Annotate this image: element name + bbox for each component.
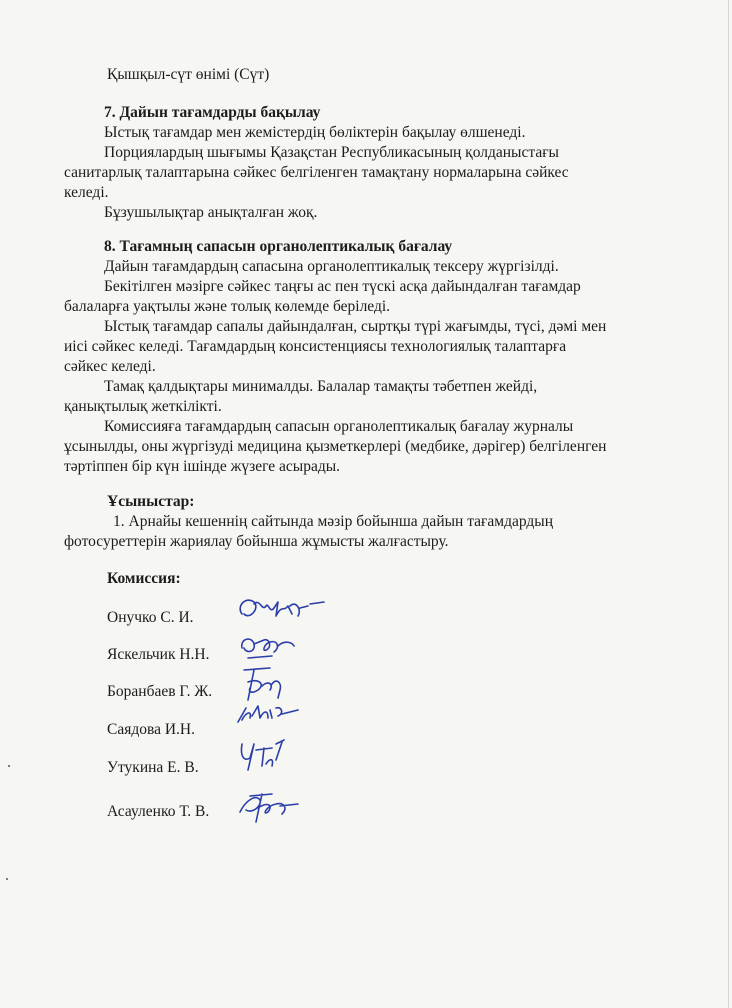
scan-speck [6, 878, 8, 880]
commission-member-name: Утукина Е. В. [107, 759, 199, 776]
recommendation-line: фотосуреттерін жариялау бойынша жұмысты жалғастыру. [64, 533, 449, 550]
section7-line: Порциялардың шығымы Қазақстан Республикасының қолданыстағы [104, 144, 559, 161]
section8-line: Ыстық тағамдар сапалы дайындалған, сыртқы түрі жағымды, түсі, дәмі мен [104, 318, 607, 335]
section8-line: қанықтылық жеткілікті. [64, 398, 222, 415]
section8-line: ұсынылды, оны жүргізуді медицина қызметкерлері (медбике, дәрігер) белгіленген [64, 438, 607, 455]
page-edge [728, 0, 729, 1008]
signature-image [232, 698, 304, 730]
signature-image [234, 628, 304, 664]
commission-member-name: Онучко С. И. [107, 609, 194, 626]
section8-line: Дайын тағамдардың сапасына органолептикалық тексеру жүргізілді. [104, 258, 559, 275]
commission-member-name: Саядова И.Н. [107, 721, 195, 738]
scan-speck [8, 765, 10, 767]
commission-member-name: Яскельчик Н.Н. [107, 646, 210, 663]
recommendation-line: 1. Арнайы кешеннің сайтында мәзір бойынша дайын тағамдардың [113, 513, 553, 530]
signature-image [232, 592, 328, 628]
section7-line: келеді. [64, 184, 109, 201]
signature-image [232, 736, 294, 784]
section8-line: Бекітілген мәзірге сәйкес таңғы ас пен түскі асқа дайындалған тағамдар [104, 278, 581, 295]
section8-line: Тамақ қалдықтары минималды. Балалар тамақты тәбетпен жейді, [104, 378, 538, 395]
recommendations-heading: Ұсыныстар: [107, 493, 195, 510]
section8-line: сәйкес келеді. [64, 358, 156, 375]
intro-line: Қышқыл-сүт өнімі (Сүт) [107, 66, 270, 83]
section7-line: санитарлық талаптарына сәйкес белгіленген тамақтану нормаларына сәйкес [64, 164, 569, 181]
section7-line: Бұзушылықтар анықталған жоқ. [104, 204, 318, 221]
commission-heading: Комиссия: [107, 570, 181, 587]
commission-member-name: Асауленко Т. В. [107, 803, 210, 820]
section8-line: балаларға уақтылы және толық көлемде беріледі. [64, 298, 391, 315]
section8-line: иісі сәйкес келеді. Тағамдардың консистенциясы технологиялық талаптарға [64, 338, 567, 355]
section8-heading: 8. Тағамның сапасын органолептикалық бағалау [104, 238, 453, 255]
commission-member-name: Боранбаев Г. Ж. [107, 683, 213, 700]
section7-line: Ыстық тағамдар мен жемістердің бөліктерін бақылау өлшенеді. [104, 124, 526, 141]
signature-image [232, 786, 306, 830]
section7-heading: 7. Дайын тағамдарды бақылау [104, 104, 321, 121]
section8-line: Комиссияға тағамдардың сапасын органолептикалық бағалау журналы [104, 418, 574, 435]
section8-line: тәртіппен бір күн ішінде жүзеге асырады. [64, 458, 341, 475]
